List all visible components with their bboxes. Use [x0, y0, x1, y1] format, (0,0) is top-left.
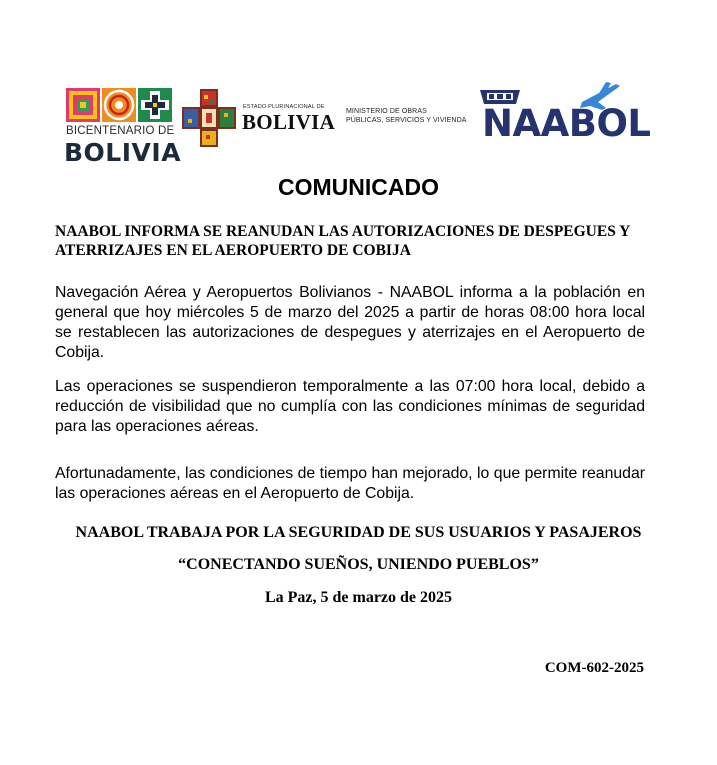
slogan: “CONECTANDO SUEÑOS, UNIENDO PUEBLOS” — [178, 556, 539, 573]
tile-spiral-icon — [102, 88, 136, 122]
paragraph-3: Afortunadamente, las condiciones de tiempo han mejorado, lo que permite reanudar las operaciones aéreas en el Aeropuerto de Cobija. — [55, 465, 645, 502]
bicentenario-tiles — [66, 88, 172, 122]
estado-line2: BOLIVIA — [242, 110, 336, 134]
tile-sun-icon — [66, 88, 100, 122]
paragraph-1: Navegación Aérea y Aeropuertos Bolivianos - NAABOL informa a la población en general que hoy miércoles 5 de marzo del 2025 a partir de horas 08:00 hora local se restablecen las autorizaciones de despegues y aterrizajes en el Aeropuerto de Cobija. — [55, 284, 645, 361]
ministerio-logo — [346, 108, 481, 125]
ministerio-line1: MINISTERIO DE OBRAS — [346, 108, 427, 115]
header-logos — [0, 0, 717, 175]
paragraph-2: Las operaciones se suspendieron temporalmente a las 07:00 hora local, debido a reducción de visibilidad que no cumplía con las condiciones mínimas de seguridad para las operaciones aéreas. — [55, 378, 645, 435]
reference-code: COM-602-2025 — [544, 660, 644, 676]
chakana-emblem-icon — [180, 87, 238, 149]
bicentenario-line1: BICENTENARIO DE — [66, 125, 175, 137]
bicentenario-line2: BOLIVIA — [64, 138, 182, 167]
document-headline: NAABOL INFORMA SE REANUDAN LAS AUTORIZACIONES DE DESPEGUES Y ATERRIZAJES EN EL AEROPUERTO DE COBIJA — [55, 223, 630, 259]
closing-statement: NAABOL TRABAJA POR LA SEGURIDAD DE SUS USUARIOS Y PASAJEROS — [75, 524, 642, 541]
estado-line1: ESTADO PLURINACIONAL DE — [243, 104, 325, 110]
tile-chakana-icon — [138, 88, 172, 122]
ministerio-line2: PÚBLICAS, SERVICIOS Y VIVIENDA — [346, 116, 467, 124]
place-date: La Paz, 5 de marzo de 2025 — [264, 589, 453, 606]
naabol-wordmark: NAABOL — [482, 102, 651, 145]
estado-plurinacional-logo — [180, 87, 336, 151]
naabol-logo — [478, 78, 651, 145]
document-title: COMUNICADO — [278, 174, 439, 200]
bicentenario-logo — [64, 88, 182, 168]
